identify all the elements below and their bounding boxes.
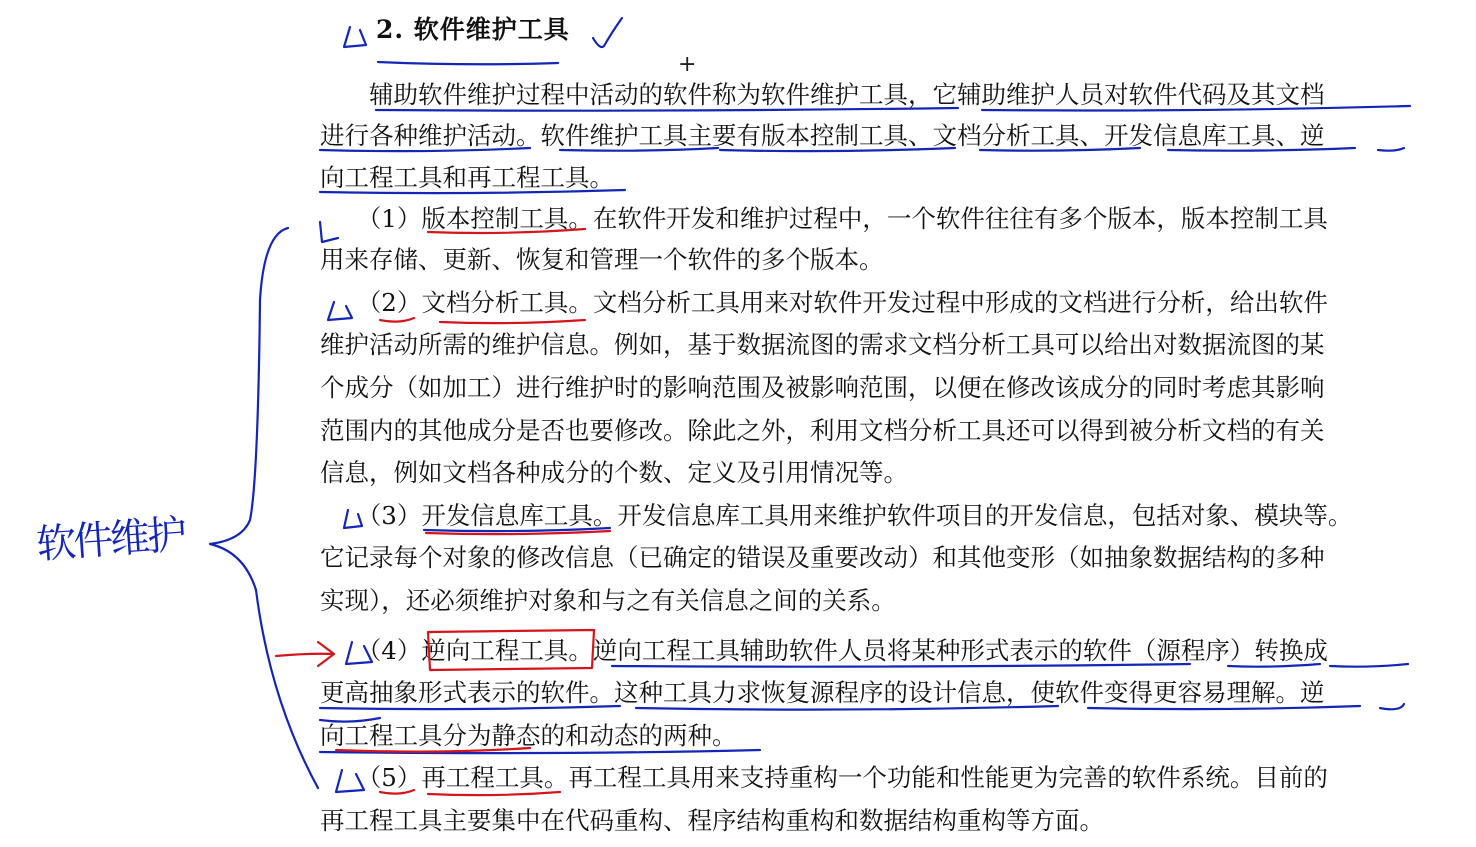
text-line: （2）文档分析工具。文档分析工具用来对软件开发过程中形成的文档进行分析，给出软件: [320, 288, 1328, 317]
underline: [380, 318, 414, 322]
text-line: （5）再工程工具。再工程工具用来支持重构一个功能和性能更为完善的软件系统。目前的: [320, 763, 1328, 792]
crosshair-cursor: +: [678, 52, 697, 77]
text-line: 个成分（如加工）进行维护时的影响范围及被影响范围，以便在修改该成分的同时考虑其影响: [320, 373, 1325, 402]
handwritten-margin-note: 软件维护: [34, 511, 186, 569]
text-line: 维护活动所需的维护信息。例如，基于数据流图的需求文档分析工具可以给出对数据流图的某: [320, 330, 1325, 359]
text-line: 实现），还必须维护对象和与之有关信息之间的关系。: [320, 586, 896, 615]
text-line: 用来存储、更新、恢复和管理一个软件的多个版本。: [320, 245, 884, 274]
underline: [426, 531, 610, 534]
text-line: 它记录每个对象的修改信息（已确定的错误及重要改动）和其他变形（如抽象数据结构的多种: [320, 543, 1325, 572]
text-line: （3）开发信息库工具。开发信息库工具用来维护软件项目的开发信息，包括对象、模块等。: [320, 501, 1353, 530]
text-line: 向工程工具分为静态的和动态的两种。: [320, 721, 737, 750]
text-line: 更高抽象形式表示的软件。这种工具力求恢复源程序的设计信息，使软件变得更容易理解。逆: [320, 678, 1325, 707]
text-line: 再工程工具主要集中在代码重构、程序结构重构和数据结构重构等方面。: [320, 806, 1104, 835]
underline: [440, 320, 585, 323]
text-line: 进行各种维护活动。软件维护工具主要有版本控制工具、文档分析工具、开发信息库工具、逆: [320, 121, 1325, 150]
curly-brace: [210, 228, 318, 788]
text-line: （1）版本控制工具。在软件开发和维护过程中，一个软件往往有多个版本，版本控制工具: [320, 204, 1328, 233]
text-line: （4）逆向工程工具。逆向工程工具辅助软件人员将某种形式表示的软件（源程序）转换成: [320, 636, 1328, 665]
text-line: 信息，例如文档各种成分的个数、定义及引用情况等。: [320, 458, 908, 487]
check-mark-icon: [593, 18, 622, 47]
underline: [378, 62, 558, 64]
text-line: 范围内的其他成分是否也要修改。除此之外，利用文档分析工具还可以得到被分析文档的有关: [320, 416, 1325, 445]
text-line: 向工程工具和再工程工具。: [320, 163, 614, 192]
triangle-mark: [344, 27, 366, 47]
text-line: 辅助软件维护过程中活动的软件称为软件维护工具，它辅助维护人员对软件代码及其文档: [320, 80, 1325, 109]
section-heading: 2. 软件维护工具: [376, 15, 570, 44]
